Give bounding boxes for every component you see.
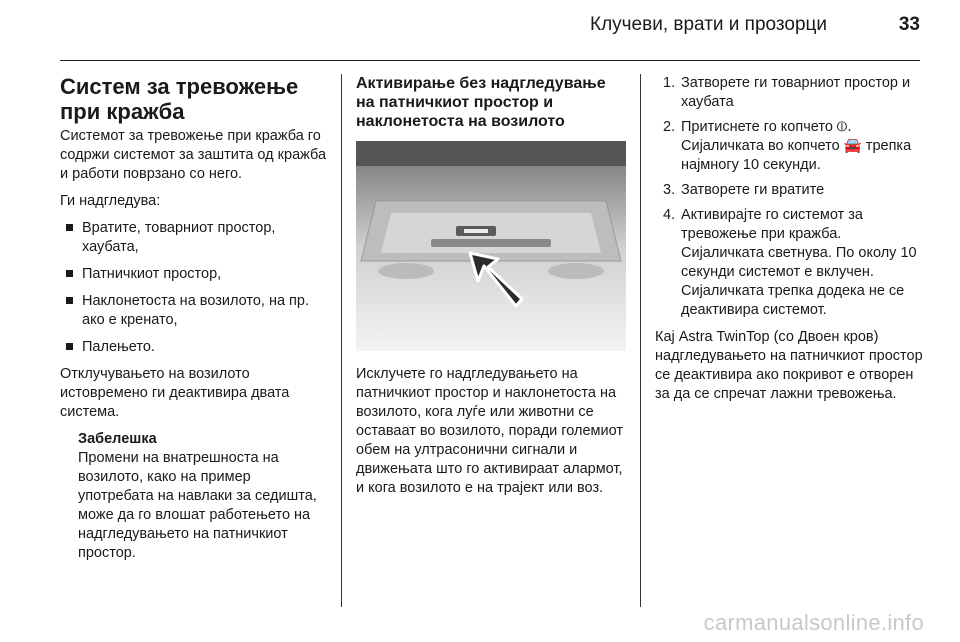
column-divider-1 [341,74,342,607]
monitors-label: Ги надгледува: [60,193,161,209]
list-item: Вратите, товарниот простор, хаубата, [60,219,330,257]
step-item: 1. Затворете ги товарниот простор и хаубата [663,75,911,110]
column-3 [655,74,925,412]
bullet-icon [66,343,73,350]
list-item: Патничкиот простор, [60,265,330,284]
page-number: 33 [898,14,920,35]
step-item: 3. Затворете ги вратите [663,182,825,198]
column-divider-2 [640,74,641,607]
running-header-title: Клучеви, врати и прозорци [590,14,828,35]
note-heading: Забелешка [78,431,157,447]
step-item: 4. Активирајте го системот за тревожење при кражба. Сијаличката светнува. По околу 10 секунди системот е вклучен. Сијаличката трепка додека не се деактивира системот. [663,207,917,318]
unlock-paragraph: Отклучувањето на возилото истовремено ги деактивира двата система. [60,366,290,420]
list-item: Наклонетоста на возилото, на пр. ако е кренато, [60,292,330,330]
monitored-list [60,219,330,357]
twintop-paragraph: Кај Astra TwinTop (со Двоен кров) надгледувањето на патничкиот простор се деактивира ако покривот е отворен за да се спречат лажни тревожења. [655,329,923,402]
bullet-icon [66,224,73,231]
body-paragraph: Исклучете го надгледувањето на патничкиот простор и наклонетоста на возилото, кога луѓе или животни се оставаат во возилото, поради големиот обем на ултрасонични сигнали и движењата што го активираат алармот, и кога возилото е на трајект или воз. [356,366,623,496]
overhead-console-switch-figure [356,141,626,351]
steps-list [655,74,925,320]
section-title: Систем за тревожење при кражба [60,74,299,124]
note-text: Промени на внатрешноста на возилото, како на пример употребата на навлаки за седишта, може да го влошат работењето на надгледувањето на патничкиот простор. [78,450,317,561]
subsection-title: Активирање без надгледување на патничкиот простор и наклонетоста на возилото [356,75,606,130]
column-1 [60,74,330,563]
header-rule [60,60,920,61]
note-box [60,430,330,563]
watermark: carmanualsonline.info [703,610,924,635]
step-item: 2. Притиснете го копчето ⦶. Сијаличката во копчето 🚘 трепка најмногу 10 секунди. [663,119,912,173]
list-item: Палењето. [60,338,330,357]
intro-paragraph: Системот за тревожење при кражба го содржи системот за заштита од кражба и работи поврзано со него. [60,128,327,182]
bullet-icon [66,297,73,304]
column-2 [356,74,626,506]
bullet-icon [66,270,73,277]
